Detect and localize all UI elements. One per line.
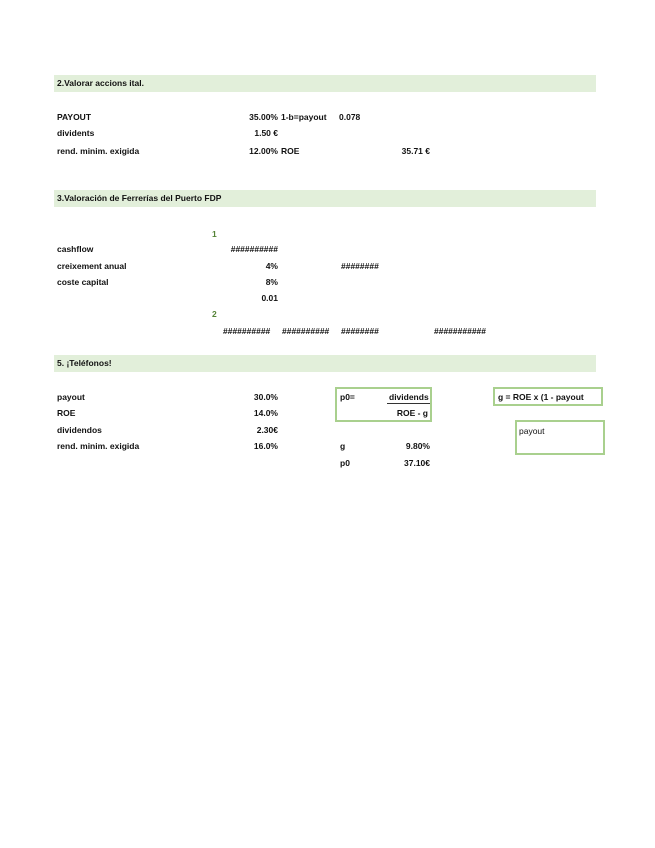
dividendos-value: 2.30€	[256, 425, 278, 435]
roe5-label: ROE	[57, 408, 76, 418]
p0-formula-numerator: dividends	[389, 392, 429, 402]
p0-formula-denominator: ROE - g	[396, 408, 428, 418]
bottom-cell-2: ##########	[282, 326, 330, 336]
section-5-title: 5. ¡Teléfonos!	[57, 358, 112, 368]
roe-label: ROE	[281, 146, 300, 156]
section-5-header	[54, 355, 596, 372]
payout5-value: 30.0%	[253, 392, 278, 402]
p0-label: p0	[340, 458, 350, 468]
cashflow-label: cashflow	[57, 244, 94, 254]
payout-box-label: payout	[519, 426, 545, 436]
period-marker-1: 1	[212, 229, 217, 239]
roe5-value: 14.0%	[253, 408, 278, 418]
g-formula-text: g = ROE x (1 - payout	[498, 392, 584, 402]
rend-min-value: 12.00%	[249, 146, 278, 156]
period-marker-2: 2	[212, 309, 217, 319]
spread-value: 0.01	[261, 293, 278, 303]
dividents-label: dividents	[57, 128, 95, 138]
payout-value: 35.00%	[249, 112, 278, 122]
section-3-title: 3.Valoración de Ferrerías del Puerto FDP	[57, 193, 222, 203]
section-2-header	[54, 75, 596, 92]
bottom-cell-3: ########	[341, 326, 379, 336]
section-3-header	[54, 190, 596, 207]
creixement-label: creixement anual	[57, 261, 127, 271]
dividendos-label: dividendos	[57, 425, 102, 435]
g-value: 9.80%	[405, 441, 430, 451]
retention-label: 1-b=payout	[281, 112, 327, 122]
bottom-cell-1: ##########	[223, 326, 271, 336]
rend-min-label: rend. minim. exigida	[57, 146, 140, 156]
section-2-title: 2.Valorar accions ital.	[57, 78, 144, 88]
coste-capital-label: coste capital	[57, 277, 109, 287]
rend-min5-label: rend. minim. exigida	[57, 441, 140, 451]
creixement-extra: ########	[341, 261, 379, 271]
cashflow-value: ##########	[230, 244, 278, 254]
payout-box	[515, 420, 605, 455]
g-formula-box	[493, 387, 603, 406]
creixement-value: 4%	[265, 261, 278, 271]
bottom-cell-4: ###########	[434, 326, 487, 336]
p0-formula-lhs: p0=	[340, 392, 355, 402]
retention-value: 0.078	[339, 112, 361, 122]
rend-min5-value: 16.0%	[253, 441, 278, 451]
dividents-value: 1.50 €	[254, 128, 278, 138]
payout-label: PAYOUT	[57, 112, 92, 122]
coste-capital-value: 8%	[265, 277, 278, 287]
fraction-bar	[387, 403, 430, 404]
payout5-label: payout	[57, 392, 85, 402]
roe-value: 35.71 €	[401, 146, 430, 156]
p0-value: 37.10€	[404, 458, 430, 468]
g-label: g	[340, 441, 346, 451]
